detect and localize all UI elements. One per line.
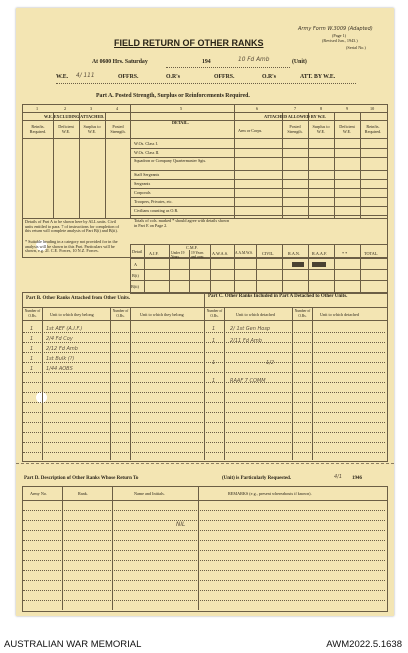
part-b-count: 1 xyxy=(30,336,34,342)
sub-col-header: TOTAL. xyxy=(364,251,379,256)
ruled-line xyxy=(23,332,385,333)
ruled-line xyxy=(23,422,385,423)
stamp-mark xyxy=(292,262,304,267)
column-header: Unit to which detached xyxy=(320,312,359,317)
part-c-title: Part C. Other Ranks Included in Part A Detached to Other Units. xyxy=(208,294,348,299)
part-c-count: 1 xyxy=(212,378,216,384)
col-number: 7 xyxy=(294,106,297,111)
left-group-header: W.E. EXCLUDING ATTACHED. xyxy=(44,114,105,119)
column-header: Army No. xyxy=(30,491,47,496)
sub-col-header: A.I.F. xyxy=(149,251,159,256)
ruled-line xyxy=(23,570,385,571)
part-c-count: 1 xyxy=(212,326,216,332)
parts-bc-table xyxy=(22,292,388,462)
ruled-line xyxy=(23,382,385,383)
ruled-line xyxy=(23,560,385,561)
column-header: Unit to which they belong xyxy=(50,312,94,317)
part-d-date: 4/1 xyxy=(334,474,343,480)
ruled-line xyxy=(23,342,385,343)
form-number: Army Form W.3009 (Adapted) xyxy=(298,26,373,32)
detail-row-label: Sergeants xyxy=(134,181,151,186)
perforation-line xyxy=(16,463,394,464)
detail-label: Detail xyxy=(132,249,143,254)
cmf-label: C.M.F. xyxy=(186,245,198,250)
part-c-unit: 2/ 1st Gen Hosp xyxy=(230,326,271,332)
form-sheet xyxy=(16,8,394,616)
part-b-count: 1 xyxy=(30,326,34,332)
ruled-line xyxy=(23,540,385,541)
ruled-line xyxy=(23,580,385,581)
sub-row-label: B(ii) xyxy=(131,284,139,289)
column-header: REMARKS (e.g., present whereabouts if known). xyxy=(228,491,312,496)
right-group-header: ATTACHED ALLOWED BY W.E. xyxy=(264,114,327,119)
part-b-unit: 2/4 Fd Coy xyxy=(46,336,73,342)
we-handwritten: 4/ 111 xyxy=(76,73,95,79)
column-header: Number of O.Rs. xyxy=(112,309,129,318)
part-b-unit: 1st AEF (A.I.F.) xyxy=(46,326,83,332)
ruled-line xyxy=(23,392,385,393)
ruled-line xyxy=(23,442,385,443)
ruled-line xyxy=(23,510,385,511)
col-number: 1 xyxy=(36,106,39,111)
detail-row-label: Squadron or Company Quartermaster Sgts. xyxy=(134,158,207,163)
column-header: Unit to which they belong xyxy=(140,312,184,317)
column-header: Unit to which detached xyxy=(236,312,275,317)
column-header: Posted Strength. xyxy=(110,124,126,134)
offrs2-label: OFFRS. xyxy=(214,74,235,80)
archive-id: AWM2022.5.1638 xyxy=(326,639,402,650)
part-d-table xyxy=(22,486,388,612)
part-c-count: 1 xyxy=(212,338,216,344)
nil-entry: NIL xyxy=(176,522,186,528)
ruled-line xyxy=(23,590,385,591)
offrs-label: OFFRS. xyxy=(118,74,139,80)
att-label: ATT. BY W.E. xyxy=(300,74,336,80)
column-header: Rank. xyxy=(78,491,88,496)
column-header: Posted Strength. xyxy=(287,124,303,134)
ruled-line xyxy=(23,402,385,403)
detail-row-label: Corporals xyxy=(134,190,151,195)
sub-col-header: A.W.A.S. xyxy=(212,251,229,256)
column-header: Surplus to W.E. xyxy=(83,124,101,134)
part-c-unit: 1/2 xyxy=(266,360,275,366)
stamp-mark xyxy=(312,262,326,267)
ors-label: O.R's xyxy=(166,74,181,80)
ruled-line xyxy=(23,530,385,531)
part-d-title-2: (Unit) is Particularly Requested. xyxy=(222,476,292,481)
ruled-line xyxy=(23,600,385,601)
unit-handwritten: 10 Fd Amb xyxy=(238,57,270,63)
detail-row-label: Civilians counting as O.R. xyxy=(134,208,179,213)
we-label: W.E. xyxy=(56,74,69,80)
year: 194 xyxy=(202,59,211,65)
column-header: Surplus to W.E. xyxy=(312,124,330,134)
archive-name: AUSTRALIAN WAR MEMORIAL xyxy=(4,639,142,650)
col-number: 9 xyxy=(346,106,349,111)
note-part-a: Details of Part A to be shown here by ALL units. Civil units entitled to para. 7 of instructions for completion of this return will complete analysis of Part B(i) and B(ii). xyxy=(25,219,119,234)
ruled-line xyxy=(23,372,385,373)
part-a-title: Part A. Posted Strength, Surplus or Reinforcements Required. xyxy=(96,93,250,99)
sub-col-header: CIVIL. xyxy=(262,251,275,256)
unit-label: (Unit) xyxy=(292,59,307,65)
part-b-unit: 1st Bulk (?) xyxy=(46,356,75,362)
sub-col-header: R.A.N. xyxy=(288,251,300,256)
ruled-line xyxy=(23,550,385,551)
part-d-year: 1946 xyxy=(352,476,362,481)
sub-row-label: B(i) xyxy=(132,273,139,278)
ruled-line xyxy=(23,432,385,433)
part-b-title: Part B. Other Ranks Attached from Other Units. xyxy=(26,296,131,301)
form-page: (Page 1) xyxy=(332,33,347,38)
ruled-line xyxy=(23,412,385,413)
ruled-line xyxy=(23,452,385,453)
col-number: 2 xyxy=(64,106,67,111)
sub-row-label: A xyxy=(134,262,138,267)
column-header: Deficient W.E. xyxy=(58,124,74,134)
part-d-title: Part D. Description of Other Ranks Whose Return To xyxy=(24,476,139,481)
note-categories: * Suitable heading in a category not provided for in the analysis will be shown in this Part. Particulars will be shown, e.g. 2I. C.E. Forces, 10 N.Z. Forces. xyxy=(25,239,118,254)
detail-row-label: Staff Sergeants xyxy=(134,172,160,177)
detail-row-label: W.Os. Class II. xyxy=(134,150,160,155)
column-header: Arm or Corps. xyxy=(238,128,263,133)
column-header: Reinfts. Required. xyxy=(364,124,382,134)
ors2-label: O.R's xyxy=(262,74,277,80)
column-header: Name and Initials. xyxy=(134,491,165,496)
detail-header: DETAIL. xyxy=(172,120,189,125)
ruled-line xyxy=(23,362,385,363)
form-title: FIELD RETURN OF OTHER RANKS xyxy=(114,38,264,48)
part-b-count: 1 xyxy=(30,366,34,372)
part-b-count: 1 xyxy=(30,356,34,362)
part-c-count: 1 xyxy=(212,360,216,366)
serial-label: (Serial No.) xyxy=(346,45,366,50)
ruled-line xyxy=(23,520,385,521)
detail-row-label: Totals of cols. marked * should agree with details shown in Part E on Page 2. xyxy=(134,218,230,228)
part-b-unit: 2/12 Fd Amb xyxy=(46,346,78,352)
column-header: Deficient W.E. xyxy=(339,124,355,134)
col-number: 6 xyxy=(256,106,259,111)
part-b-count: 1 xyxy=(30,346,34,352)
part-b-unit: 1/44 AOBS xyxy=(46,366,73,372)
form-revised: (Revised Jun., 1943.) xyxy=(322,38,358,43)
sub-col-header: R.A.A.F. xyxy=(312,251,328,256)
sub-col-header: Under 19 Years. xyxy=(171,251,185,260)
at-line: At 0600 Hrs. Saturday xyxy=(92,59,148,65)
part-c-unit: RAAF 7 COMM xyxy=(230,378,266,384)
col-number: 3 xyxy=(90,106,93,111)
column-header: Number of O.Rs. xyxy=(294,309,311,318)
col-number: 5 xyxy=(180,106,183,111)
sub-col-header: * * xyxy=(342,251,348,256)
column-header: Number of O.Rs. xyxy=(206,309,223,318)
col-number: 8 xyxy=(320,106,323,111)
part-c-unit: 2/11 Fd Amb xyxy=(230,338,262,344)
column-header: Reinfts. Required. xyxy=(29,124,47,134)
column-header: Number of O.Rs. xyxy=(24,309,41,318)
ruled-line xyxy=(23,352,385,353)
sub-col-header: 19 Years and over. xyxy=(191,251,205,260)
detail-row-label: W.Os. Class I. xyxy=(134,141,158,146)
col-number: 4 xyxy=(116,106,119,111)
detail-row-label: Troopers, Privates, etc. xyxy=(134,199,173,204)
col-number: 10 xyxy=(370,106,375,111)
sub-col-header: A.A.M.W.S. xyxy=(235,251,253,255)
